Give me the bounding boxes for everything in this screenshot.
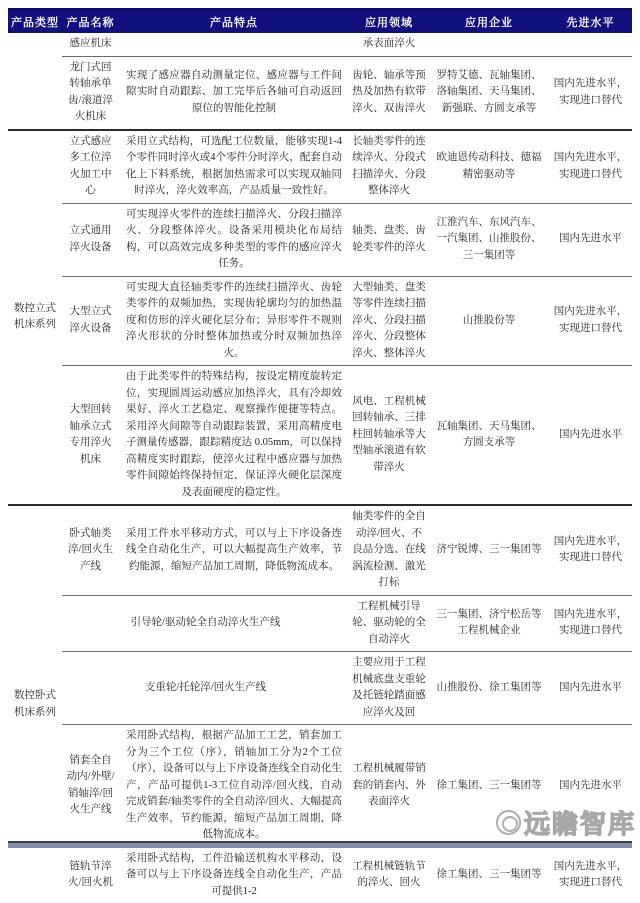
product-name-cell: 卧式轴类淬/回火生产线 xyxy=(62,505,119,595)
application-field-cell: 工程机械链轨节的淬火、回火 xyxy=(349,847,429,903)
application-field-cell: 主要应用于工程机械底盘支重轮及托链轮踏面感应淬火及回 xyxy=(349,652,429,725)
advancement-level-cell: 国内先进水平，实现进口替代 xyxy=(549,130,632,204)
advancement-level-cell xyxy=(549,33,632,56)
table-body xyxy=(8,33,632,903)
product-type-cell xyxy=(8,33,62,130)
watermark xyxy=(496,804,636,841)
product-name-cell: 立式通用淬火设备 xyxy=(62,203,119,276)
application-field-cell: 大型轴类、盘类等零件连续扫描淬火、分段扫描淬火、分段整体淬火、整体淬火 xyxy=(349,276,429,366)
application-enterprises-cell: 徐工集团、三一集团等 xyxy=(429,725,549,848)
column-header-product-type: 产品类型 xyxy=(8,9,62,33)
product-table xyxy=(8,8,632,903)
table-row xyxy=(8,130,632,204)
advancement-level-cell: 国内先进水平 xyxy=(549,652,632,725)
table-row xyxy=(8,847,632,903)
application-enterprises-cell: 瓦轴集团、天马集团、方圆支承等 xyxy=(429,366,549,506)
table-row xyxy=(8,203,632,276)
product-name-cell: 立式感应多工位淬火加工中心 xyxy=(62,130,119,204)
column-header-advancement-level: 先进水平 xyxy=(549,9,632,33)
column-header-product-name: 产品名称 xyxy=(62,9,119,33)
table-row xyxy=(8,276,632,366)
product-name-cell: 感应机床 xyxy=(69,38,112,49)
application-field-cell: 长轴类零件的连续淬火、分段式扫描淬火、分段整体淬火 xyxy=(349,130,429,204)
product-line-cell: 引导轮/驱动轮全自动淬火生产线 xyxy=(62,595,349,652)
table-row xyxy=(8,595,632,652)
application-field-cell: 轴类零件的全自动淬/回火、不良品分选、在线涡流检测、激光打标 xyxy=(349,505,429,595)
application-enterprises-cell: 山推股份、徐工集团等 xyxy=(429,652,549,725)
product-features-cell: 可实现大直径轴类零件的连续扫描淬火、齿轮类零件的双频加热，实现齿轮廓均匀的加热温度和仿形的淬火硬化层分布；异形零件不规则淬火形状的分时整体加热或分时双频加热淬火。 xyxy=(119,276,349,366)
advancement-level-cell: 国内先进水平，实现进口替代 xyxy=(549,276,632,366)
application-enterprises-cell: 三一集团、济宁松岳等工程机械企业 xyxy=(429,595,549,652)
application-field-cell: 工程机械引导轮、驱动轮的全自动淬火 xyxy=(349,595,429,652)
product-name-cell: 大型立式淬火设备 xyxy=(62,276,119,366)
product-name-cell: 链轨节淬火/回火机 xyxy=(62,847,119,903)
product-features-cell xyxy=(119,33,349,56)
advancement-level-cell: 国内先进水平，实现进口替代 xyxy=(549,595,632,652)
table-bottom-border xyxy=(8,841,632,848)
product-features-cell: 采用卧式结构，根据产品加工工艺，销套加工分为三个工位（序），销轴加工分为2个工位（序），设备可以与上下序设备连线全自动化生产，产品可提供1-3工位自动淬/回火线，自动完成销套/轴类零件的全自动淬/回火、大幅提高生产效率，节约能源，缩短产品加工周期，降低物流成本。 xyxy=(119,725,349,848)
table-header xyxy=(8,9,632,33)
column-header-application-field: 应用领域 xyxy=(349,9,429,33)
product-line-cell: 支重轮/托轮淬/回火生产线 xyxy=(62,652,349,725)
table-row xyxy=(8,505,632,595)
application-enterprises-cell: 山推股份等 xyxy=(429,276,549,366)
application-enterprises-cell: 罗特艾德、瓦轴集团、洛轴集团、天马集团、新强联、方圆支承等 xyxy=(429,56,549,130)
application-field-cell: 工程机械履带销套的销套内、外表面淬火 xyxy=(349,725,429,848)
watermark-text: 远瞻智库 xyxy=(523,809,636,839)
product-features-cell: 采用工件水平移动方式，可以与上下序设备连线全自动化生产，可以大幅提高生产效率，节约能源，缩短产品加工周期，降低物流成本。 xyxy=(119,505,349,595)
table-row xyxy=(8,33,632,56)
table-row xyxy=(8,56,632,130)
advancement-level-cell: 国内先进水平 xyxy=(549,725,632,848)
product-features-cell: 采用卧式结构，工件沿输送机构水平移动，设备可以与上下序设备连线全自动化生产，产品可提供1-2 xyxy=(119,847,349,903)
product-name-cell: 大型回转轴承立式专用淬火机床 xyxy=(62,366,119,506)
product-features-cell: 实现了感应器自动测量定位、感应器与工件间隙实时自动跟踪、加工完毕后各轴可自动返回原位的智能化控制 xyxy=(119,56,349,130)
advancement-level-cell: 国内先进水平，实现进口替代 xyxy=(549,505,632,595)
product-features-cell: 由于此类零件的特殊结构，按设定精度旋转定位，实现圆周运动感应加热淬火，具有冷却效果好、淬火工艺稳定、观察操作便捷等特点。采用淬火间隙等自动跟踪装置，采用高精度电子测量传感器，跟踪精度达 0.05mm，可以保持高精度实时跟踪，使淬火过程中感应器与加热零件间隙始终保持恒定，保证淬火硬化层深度及表面硬度的稳定性。 xyxy=(119,366,349,506)
watermark-logo-icon xyxy=(496,810,521,835)
column-header-product-features: 产品特点 xyxy=(119,9,349,33)
advancement-level-cell: 国内先进水平，实现进口替代 xyxy=(549,56,632,130)
application-field-cell: 齿轮、轴承等预热及加热有软带淬火、双齿淬火 xyxy=(349,56,429,130)
application-field-cell: 风电、工程机械回转轴承、三排柱回转轴承等大型轴承滚道有软带淬火 xyxy=(349,366,429,506)
product-features-cell: 可实现淬火零件的连续扫描淬火、分段扫描淬火、分段整体淬火。设备采用模块化布局结构，可以高效完成多种类型的零件的感应淬火任务。 xyxy=(119,203,349,276)
application-field-cell: 轴类、盘类、齿轮类零件的淬火 xyxy=(349,203,429,276)
column-header-application-enterprises: 应用企业 xyxy=(429,9,549,33)
application-enterprises-cell: 济宁锐博、三一集团等 xyxy=(429,505,549,595)
application-enterprises-cell: 欧迪恩传动科技、德福精密驱动等 xyxy=(429,130,549,204)
application-field-cell: 承表面淬火 xyxy=(362,38,416,49)
advancement-level-cell: 国内先进水平 xyxy=(549,366,632,506)
advancement-level-cell: 国内先进水平 xyxy=(549,203,632,276)
table-row xyxy=(8,366,632,506)
advancement-level-cell: 国内先进水平，实现进口替代 xyxy=(549,847,632,903)
product-type-cell: 数控立式机床系列 xyxy=(8,130,62,506)
product-features-cell: 采用立式结构，可选配工位数量，能够实现1-4个零件同时淬火或4个零件分时淬火，配套自动化上下料系统，根据加热需求可以实现双轴同时淬火，淬火效率高，产品质量一致性好。 xyxy=(119,130,349,204)
application-enterprises-cell: 徐工集团、三一集团等 xyxy=(429,847,549,903)
header-row xyxy=(8,9,632,33)
application-enterprises-cell: 江淮汽车、东风汽车、一汽集团、山推股份、三一集团等 xyxy=(429,203,549,276)
product-name-cell: 销套全自动内/外壁/销轴淬/回火生产线 xyxy=(62,725,119,848)
product-type-cell: 数控卧式机床系列 xyxy=(8,505,62,903)
product-name-cell: 龙门式回转轴承单齿/滚道淬火机床 xyxy=(62,56,119,130)
table-row xyxy=(8,652,632,725)
application-enterprises-cell xyxy=(429,33,549,56)
